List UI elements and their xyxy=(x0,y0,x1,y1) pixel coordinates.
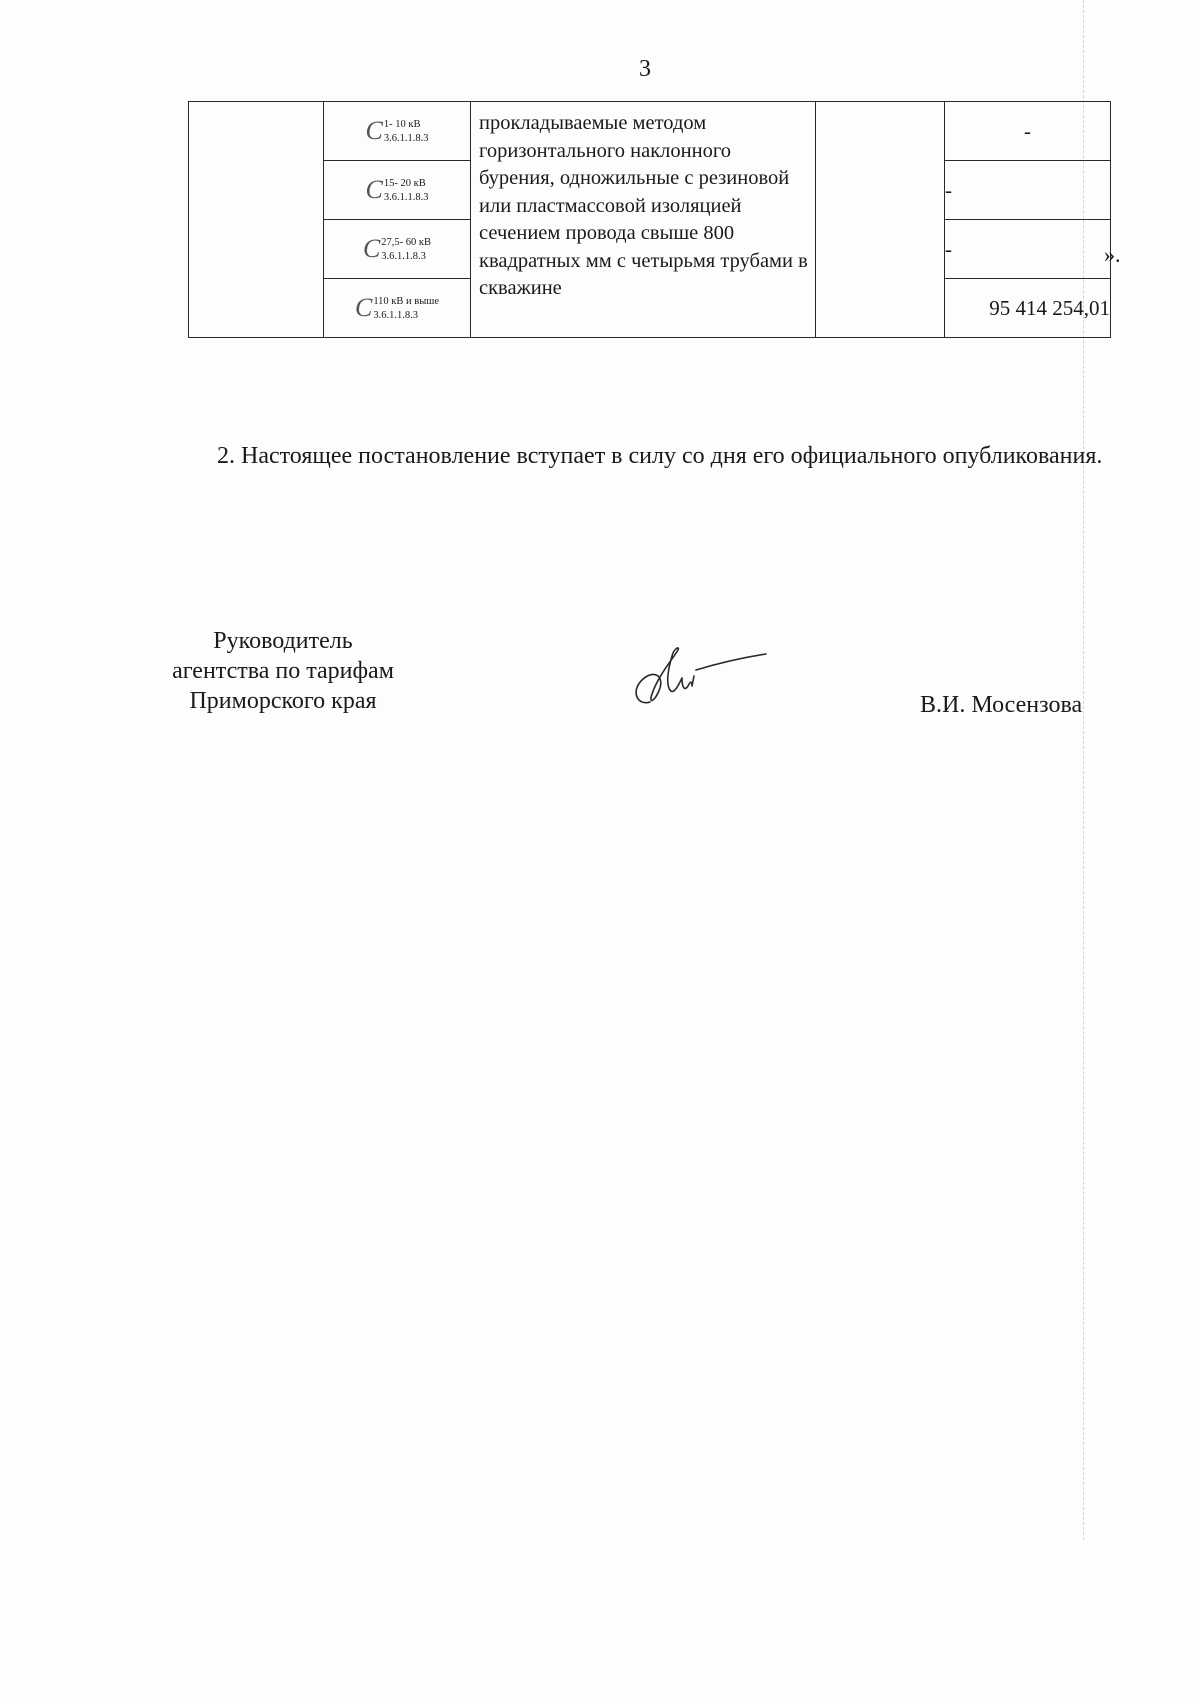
code-voltage: 110 кВ и выше xyxy=(373,295,440,307)
code-cell xyxy=(324,102,471,161)
tariff-code xyxy=(363,234,431,264)
value-cell: - xyxy=(945,161,1111,220)
value-cell: 95 414 254,01 xyxy=(945,279,1111,338)
code-cell xyxy=(324,161,471,220)
page-number: 3 xyxy=(639,56,651,82)
signer-name: В.И. Мосензова xyxy=(920,692,1083,718)
code-index: 3.6.1.1.8.3 xyxy=(383,191,429,203)
paragraph-2: 2. Настоящее постановление вступает в силу со дня его официального опубликования. xyxy=(217,443,1103,469)
tariff-code xyxy=(366,116,429,146)
tariff-code xyxy=(355,293,439,323)
code-voltage: 1- 10 кВ xyxy=(383,118,421,130)
description-cell: прокладываемые методом горизонтального наклонного бурения, одножильные с резиновой или пластмассовой изоляцией сечением провода свыше 800 квадратных мм с четырьмя трубами в скважине xyxy=(471,102,816,338)
closing-quote: ». xyxy=(1104,242,1121,267)
signer-title xyxy=(138,626,428,716)
code-index: 3.6.1.1.8.3 xyxy=(383,132,429,144)
code-voltage: 15- 20 кВ xyxy=(383,177,426,189)
handwritten-signature xyxy=(620,640,770,720)
signer-title-line: Руководитель xyxy=(213,628,353,654)
code-index: 3.6.1.1.8.3 xyxy=(381,250,426,262)
code-letter: C xyxy=(365,116,383,145)
code-cell xyxy=(324,220,471,279)
empty-cell xyxy=(816,102,945,338)
code-cell xyxy=(324,279,471,338)
code-index: 3.6.1.1.8.3 xyxy=(373,309,418,321)
tariff-table xyxy=(188,101,1111,338)
value-cell: - xyxy=(945,102,1111,161)
code-voltage: 27,5- 60 кВ xyxy=(381,236,432,248)
tariff-code xyxy=(366,175,429,205)
code-letter: C xyxy=(362,234,381,263)
code-letter: C xyxy=(365,175,383,204)
signer-title-line: Приморского края xyxy=(189,688,377,714)
table-row xyxy=(189,102,1111,161)
code-letter: C xyxy=(354,293,373,322)
value-cell: - xyxy=(945,220,1111,279)
empty-cell xyxy=(189,102,324,338)
signer-title-line: агентства по тарифам xyxy=(172,658,394,684)
